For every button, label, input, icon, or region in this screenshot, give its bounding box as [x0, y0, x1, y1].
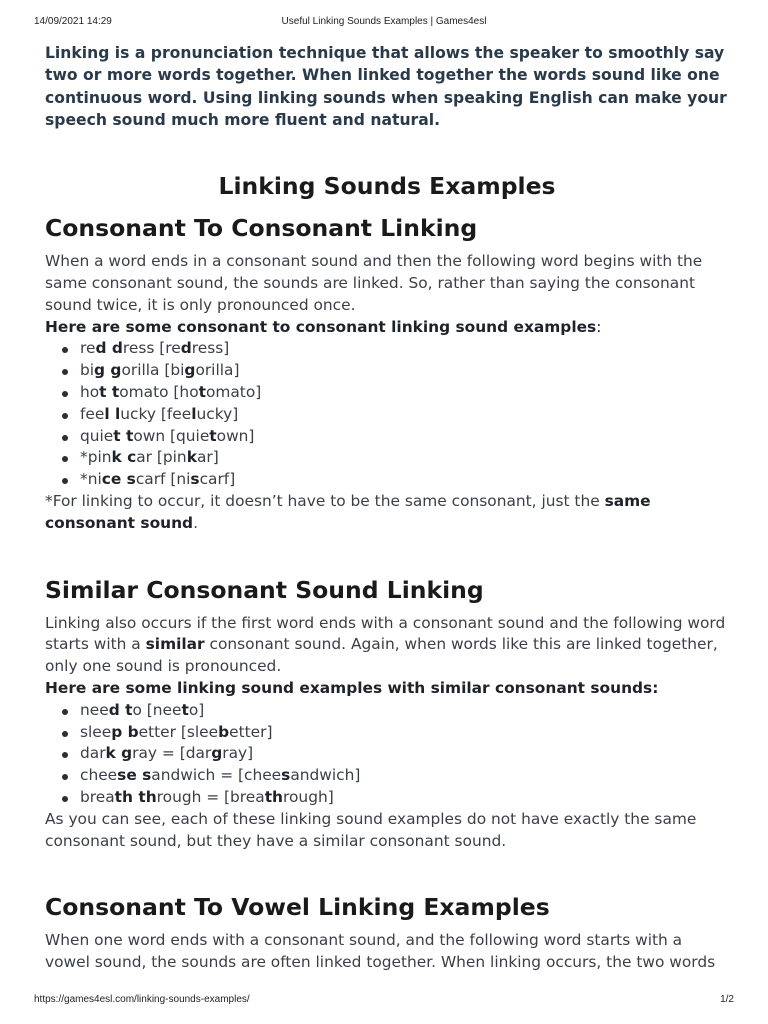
linked-sound: s: [281, 766, 291, 785]
example-text: dar: [80, 744, 106, 763]
linked-sound: th: [264, 787, 284, 806]
linked-sound: t t: [99, 382, 120, 401]
example-item: [80, 743, 729, 765]
example-text: etter [slee: [138, 722, 219, 741]
print-url: https://games4esl.com/linking-sounds-examples/: [34, 994, 250, 1005]
example-text: rough]: [283, 787, 334, 806]
example-text: orilla [bi: [121, 361, 185, 380]
example-list: [45, 338, 729, 491]
linked-sound: g: [184, 361, 196, 380]
linked-sound: g g: [94, 361, 122, 380]
article-content: [45, 42, 729, 988]
example-text: ray]: [222, 744, 254, 763]
note-text: *For linking to occur, it doesn’t have to be the same consonant, just the: [45, 491, 605, 510]
example-text: brea: [80, 787, 115, 806]
example-text: fee: [80, 404, 105, 423]
section2-closing: As you can see, each of these linking sound examples do not have exactly the same consonant sound, but they have a similar consonant sound.: [45, 809, 697, 850]
linked-sound: l: [191, 404, 197, 423]
example-item: [80, 765, 729, 787]
example-text: ucky [fee: [120, 404, 192, 423]
example-text: ar]: [196, 448, 219, 467]
intro-paragraph: Linking is a pronunciation technique that allows the speaker to smoothly say two or more words together. When linked together the words sound like one continuous word. Using linking sounds when speaking English can make your speech sound much more fluent and natural.: [45, 44, 727, 129]
example-text: rough = [brea: [156, 787, 265, 806]
example-item: [80, 722, 729, 744]
example-item: [80, 426, 729, 448]
section-heading-similar-consonant: Similar Consonant Sound Linking: [45, 575, 484, 604]
example-item: [80, 404, 729, 426]
section1-lead-in: [45, 317, 729, 339]
linked-sound: g: [211, 744, 223, 763]
section-heading-consonant-to-consonant: Consonant To Consonant Linking: [45, 214, 478, 243]
example-text: o]: [188, 700, 205, 719]
page-title: Linking Sounds Examples: [218, 172, 556, 201]
section2-body: [45, 613, 729, 678]
print-date: 14/09/2021 14:29: [34, 16, 112, 27]
example-list: [45, 700, 729, 809]
section2-lead-in: Here are some linking sound examples with similar consonant sounds:: [45, 678, 659, 697]
example-text: quie: [80, 426, 114, 445]
section1-body: When a word ends in a consonant sound and then the following word begins with the same consonant sound, the sounds are linked. So, rather than saying the consonant sound twice, it is only pronounced once.: [45, 252, 703, 314]
example-text: andwich = [chee: [151, 766, 282, 785]
example-text: andwich]: [290, 766, 361, 785]
linked-sound: p b: [111, 722, 139, 741]
section2-body-emphasis: similar: [145, 635, 205, 654]
example-text: omato [ho: [119, 382, 199, 401]
linked-sound: b: [218, 722, 230, 741]
example-item: [80, 338, 729, 360]
example-text: orilla]: [195, 361, 240, 380]
section-heading-consonant-to-vowel: Consonant To Vowel Linking Examples: [45, 893, 550, 922]
linked-sound: s: [190, 470, 200, 489]
linked-sound: t: [181, 700, 189, 719]
example-text: ress [re: [122, 339, 181, 358]
example-item: [80, 447, 729, 469]
section1-lead-in-colon: :: [596, 317, 602, 336]
linked-sound: se s: [117, 766, 152, 785]
print-page-number: 1/2: [720, 994, 734, 1005]
print-header: [34, 16, 734, 30]
print-page-title: Useful Linking Sounds Examples | Games4esl: [281, 16, 487, 27]
linked-sound: k c: [111, 448, 137, 467]
example-item: [80, 382, 729, 404]
print-footer: [34, 994, 734, 1008]
linked-sound: th th: [114, 787, 157, 806]
example-text: ho: [80, 382, 100, 401]
section1-lead-in-text: Here are some consonant to consonant linking sound examples: [45, 317, 597, 336]
example-text: own]: [216, 426, 255, 445]
example-text: omato]: [205, 382, 262, 401]
section1-note: [45, 491, 729, 535]
linked-sound: k: [186, 448, 197, 467]
section3-body: When one word ends with a consonant sound, and the following word starts with a vowel sound, the sounds are often linked together. When linking occurs, the two words: [45, 931, 716, 972]
example-text: bi: [80, 361, 95, 380]
example-item: [80, 787, 729, 809]
linked-sound: d t: [108, 700, 133, 719]
example-item: [80, 700, 729, 722]
example-text: re: [80, 339, 96, 358]
example-text: carf]: [199, 470, 236, 489]
example-text: ucky]: [196, 404, 239, 423]
example-text: slee: [80, 722, 112, 741]
example-text: chee: [80, 766, 118, 785]
section2-body-text: Linking also occurs if the first word ends with a consonant sound and the following word starts with a: [45, 613, 726, 654]
note-emphasis: same consonant sound: [45, 491, 651, 532]
linked-sound: t: [198, 382, 206, 401]
linked-sound: k g: [105, 744, 133, 763]
note-end: .: [193, 513, 198, 532]
example-item: [80, 469, 729, 491]
linked-sound: d: [180, 339, 192, 358]
example-text: *ni: [80, 470, 102, 489]
linked-sound: d d: [95, 339, 123, 358]
example-text: nee: [80, 700, 109, 719]
linked-sound: ce s: [101, 470, 136, 489]
linked-sound: t: [209, 426, 217, 445]
linked-sound: t t: [113, 426, 134, 445]
example-text: ress]: [191, 339, 230, 358]
example-item: [80, 360, 729, 382]
linked-sound: l l: [104, 404, 121, 423]
example-text: o [nee: [132, 700, 182, 719]
example-text: etter]: [229, 722, 273, 741]
section2-body-text-end: consonant sound. Again, when words like this are linked together, only one sound is pronounced.: [45, 635, 718, 676]
example-text: carf [ni: [135, 470, 191, 489]
example-text: *pin: [80, 448, 112, 467]
example-text: ar [pin: [136, 448, 187, 467]
example-text: own [quie: [133, 426, 210, 445]
example-text: ray = [dar: [132, 744, 212, 763]
